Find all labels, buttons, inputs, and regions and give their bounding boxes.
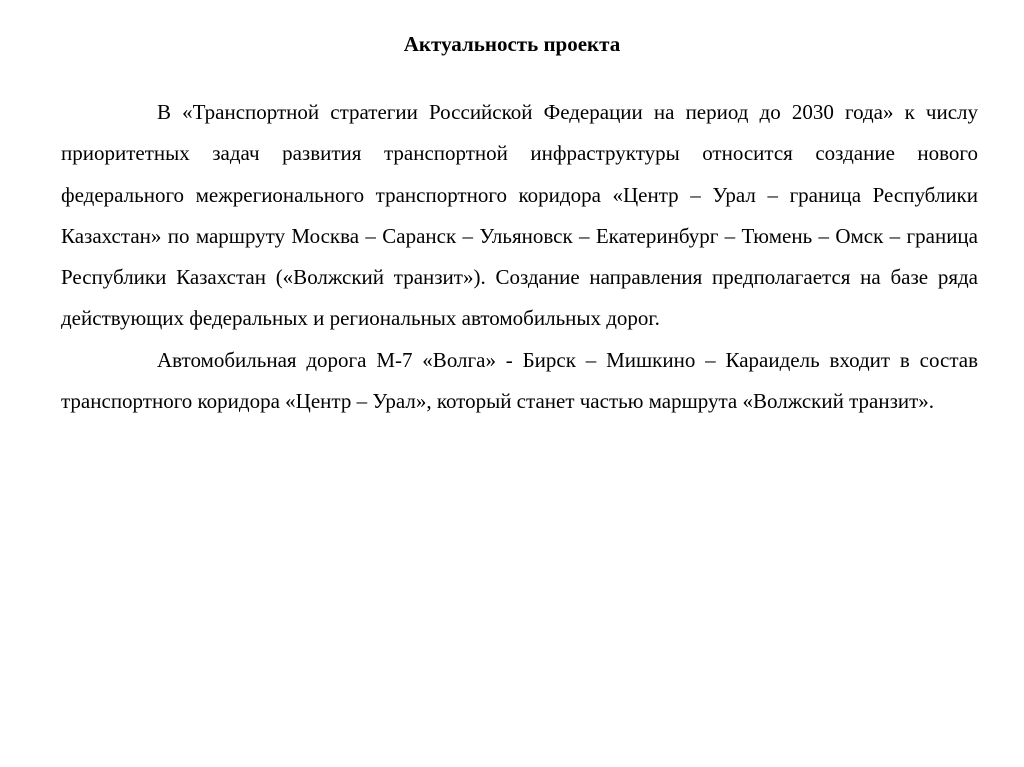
slide-body	[61, 92, 978, 422]
paragraph-strategy: В «Транспортной стратегии Российской Федерации на период до 2030 года» к числу приоритетных задач развития транспортной инфраструктуры относится создание нового федерального межрегионального транспортного коридора «Центр – Урал – граница Республики Казахстан» по маршруту Москва – Саранск – Ульяновск – Екатеринбург – Тюмень – Омск – граница Республики Казахстан («Волжский транзит»). Создание направления предполагается на базе ряда действующих федеральных и региональных автомобильных дорог.	[61, 100, 978, 331]
slide-title: Актуальность проекта	[403, 32, 621, 56]
paragraph-road-m7: Автомобильная дорога М-7 «Волга» - Бирск – Мишкино – Караидель входит в состав транспортного коридора «Центр – Урал», который станет частью маршрута «Волжский транзит».	[61, 347, 978, 414]
